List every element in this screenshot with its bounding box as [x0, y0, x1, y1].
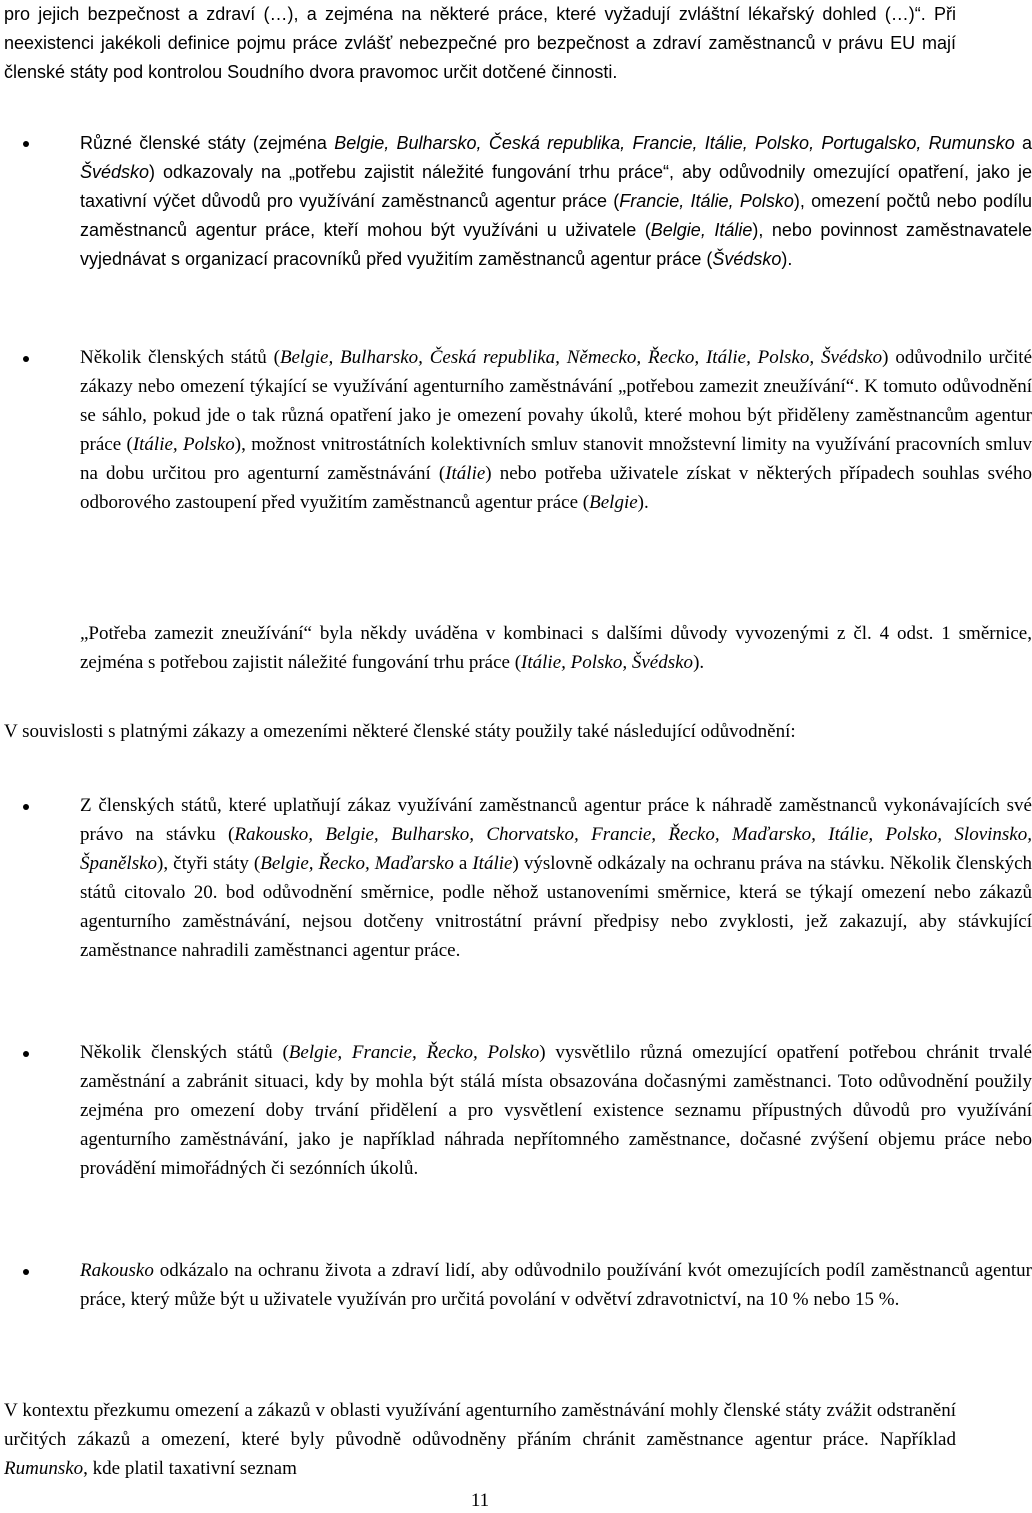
segment-italic: Francie, Itálie, Polsko [619, 190, 794, 211]
segment: ). [637, 491, 649, 513]
segment-italic: Belgie, Řecko, Maďarsko [260, 852, 454, 874]
bullet-icon [23, 141, 29, 147]
segment: ) vysvětlilo různá omezující opatření potřebou chránit trvalé zaměstnání a zabránit situaci, kdy by mohla být stálá místa obsazována dočasnými zaměstnanci. Toto odůvodnění použily zejména pro omezení doby trvání přidělení a pro vysvětlení existence seznamu přípustných důvodů pro využívání agenturního zaměstnávání, jako je například náhrada nepřítomného zaměstnance, dočasné zvýšení objemu práce nebo provádění mimořádných či sezónních úkolů. [80, 1042, 1032, 1179]
segment: Z členských států, které uplatňují zákaz využívání zaměstnanců agentur práce k náhradě zaměstnanců vykonávajících své právo na stávku ( [80, 795, 1032, 845]
segment-italic: Belgie, Bulharsko, Česká republika, Německo, Řecko, Itálie, Polsko, Švédsko [279, 347, 883, 368]
bullet-item-abuse-prevention [4, 344, 1032, 517]
segment: odkázalo na ochranu života a zdraví lidí, aby odůvodnilo používání kvót omezujících podíl zaměstnanců agentur práce, který může být u uživatele využíván pro určitá povolání v odvětví zdravotnictví, na 10 % nebo 15 %. [80, 1260, 1032, 1310]
segment-italic: Rakousko, Belgie, Bulharsko, Chorvatsko, Francie, Řecko, Maďarsko, Itálie, Polsko, Slovinsko, Španělsko [80, 823, 1032, 874]
segment-italic: Švédsko [712, 248, 782, 269]
segment-italic: Rakousko [80, 1260, 154, 1281]
segment-italic: Belgie, Bulharsko, Česká republika, Francie, Itálie, Polsko, Portugalsko, Rumunsko [334, 133, 1015, 153]
segment: ). [781, 248, 793, 269]
segment: ), nebo povinnost zaměstnavatele vyjednávat s organizací pracovníků před využitím zaměstnanců agentur práce ( [80, 219, 1032, 269]
segment: , kde platil taxativní seznam [83, 1457, 297, 1479]
segment-italic: Švédsko [80, 161, 150, 182]
segment-italic: Itálie, Polsko [132, 433, 235, 455]
segment: ), možnost vnitrostátních kolektivních smluv stanovit množstevní limity na využívání pracovních smluv na dobu určitou pro agenturní zaměstnávání ( [80, 433, 1032, 484]
segment: pro jejich bezpečnost a zdraví (…), a zejména na některé práce, které vyžadují zvláštní lékařský dohled (…)“. Při neexistenci jakékoli definice pojmu práce zvlášť nebezpečné pro bezpečnost a zdraví zaměstnanců v právu EU mají členské státy pod kontrolou Soudního dvora pravomoc určit dotčené činnosti. [4, 4, 956, 82]
bullet-icon [23, 1269, 29, 1275]
page-number: 11 [470, 1490, 490, 1511]
segment-italic: Belgie, Itálie [650, 219, 753, 240]
bullet-icon [23, 804, 29, 810]
paragraph-additional-justifications [4, 718, 956, 747]
bullet-item-strike-right [4, 792, 1032, 965]
segment: V souvislosti s platnými zákazy a omezeními některé členské státy použily také následující odůvodnění: [4, 721, 796, 742]
bullet-item-labour-market [4, 129, 1032, 274]
segment: V kontextu přezkumu omezení a zákazů v oblasti využívání agenturního zaměstnávání mohly členské státy zvážit odstranění určitých zákazů a omezení, které byly původně odůvodněny přáním chránit zaměstnance agentur práce. Například [4, 1400, 956, 1450]
bullet-item-permanent-employment [4, 1039, 1032, 1184]
segment: ) odůvodnilo určité zákazy nebo omezení týkající se využívání agenturního zaměstnávání „potřebou zamezit zneužívání“. K tomuto odůvodnění se sáhlo, pokud jde o tak různá opatření jako je omezení povahy úkolů, které mohou být přiděleny zaměstnancům agentur práce ( [80, 347, 1032, 455]
segment: ) odkazovaly na „potřebu zajistit náležité fungování trhu práce“, aby odůvodnily omezující opatření, jako je taxativní výčet důvodů pro využívání zaměstnanců agentur práce ( [80, 161, 1032, 211]
paragraph-combined-reasons [4, 620, 1032, 678]
paragraph-review-context [4, 1397, 956, 1484]
bullet-icon [23, 1051, 29, 1057]
segment: Několik členských států ( [80, 347, 280, 368]
segment-italic: Belgie [589, 491, 638, 513]
segment: ). [693, 651, 705, 673]
segment: ), čtyři státy ( [157, 852, 261, 874]
bullet-icon [23, 356, 29, 362]
segment: ) nebo potřeba uživatele získat v některých případech souhlas svého odborového zastoupení před využitím zaměstnanců agentur práce ( [80, 462, 1032, 513]
segment-italic: Itálie, Polsko, Švédsko [521, 651, 694, 673]
segment-italic: Itálie [472, 852, 513, 874]
segment-italic: Rumunsko [4, 1457, 84, 1479]
segment: Různé členské státy (zejména [80, 133, 335, 153]
segment: a [453, 852, 473, 874]
segment-italic: Belgie, Francie, Řecko, Polsko [288, 1042, 540, 1063]
segment: ) výslovně odkázaly na ochranu práva na stávku. Několik členských států citovalo 20. bod odůvodnění směrnice, podle něhož ustanoveními směrnice, která se týkají omezení nebo zákazů agenturního zaměstnávání, nejsou dotčeny vnitrostátní právní předpisy nebo zvyklosti, jež zakazují, aby stávkující zaměstnance nahradili zaměstnanci agentur práce. [80, 852, 1032, 961]
segment-italic: Itálie [445, 462, 486, 484]
segment: „Potřeba zamezit zneužívání“ byla někdy uváděna v kombinaci s dalšími důvody vyvozenými z čl. 4 odst. 1 směrnice, zejména s potřebou zajistit náležité fungování trhu práce ( [80, 623, 1032, 673]
segment: ), omezení počtů nebo podílu zaměstnanců agentur práce, kteří mohou být využíváni u uživatele ( [80, 190, 1032, 240]
segment: a [1014, 133, 1032, 153]
paragraph-continuation [4, 0, 956, 87]
segment: Několik členských států ( [80, 1042, 289, 1063]
bullet-item-health-protection [4, 1257, 1032, 1315]
